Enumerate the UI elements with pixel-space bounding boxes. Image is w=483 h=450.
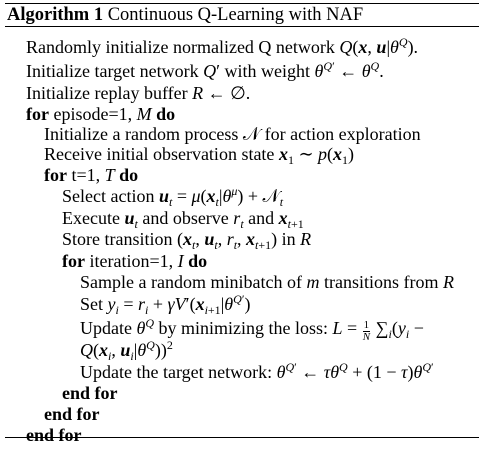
algorithm-line-for-episode: for episode=1, M do (26, 104, 176, 124)
algorithm-line-for-t: for t=1, T do (44, 165, 139, 185)
algorithm-line-init-random-process: Initialize a random process 𝒩 for action exploration (44, 124, 421, 144)
algorithm-line-update-q-cont: $Q(x_i$, $u_i|\theta^Q))^2$ (80, 338, 173, 363)
algorithm-line-sample-minibatch: Sample a random minibatch of m transitions from R (80, 272, 454, 292)
algorithm-line-init-target-network: Initialize target network Q′ with weight $\theta^{Q'}$ ← $\theta^Q$. (26, 59, 384, 81)
algorithm-title: Continuous Q-Learning with NAF (107, 5, 364, 25)
algorithm-line-end-for-episode: end for (26, 425, 82, 445)
algorithm-line-end-for-iteration: end for (62, 383, 118, 403)
algorithm-line-execute-action: Execute $u_t$ and observe $r_t$ and $x_{t+1}$ (62, 208, 304, 231)
algorithm-line-end-for-t: end for (44, 404, 100, 424)
algorithm-line-init-q-network: Randomly initialize normalized Q network Q(x, $u|\theta^Q$). (26, 35, 419, 57)
algorithm-line-store-transition: Store transition ($x_t$, $u_t$, $r_t$, $x_{t+1}$) in R (62, 229, 312, 252)
algorithm-box (5, 3, 479, 445)
algorithm-line-update-q: Update $\theta^Q$ by minimizing the loss: L = $\frac{1}{N}$ $\sum_i(y_i$ − (80, 316, 424, 343)
algorithm-line-set-target: Set $y_i = r_i + \gamma V'(x_{i+1}|\theta^{Q'})$ (80, 292, 251, 317)
algorithm-caption (5, 4, 479, 26)
algorithm-line-update-target: Update the target network: $\theta^{Q'}$ ← $\tau\theta^Q + (1 - \tau)\theta^{Q'}$ (80, 360, 434, 382)
algorithm-body (5, 27, 479, 445)
algorithm-line-receive-initial-state: Receive initial observation state $x_1$ ∼ $p(x_1)$ (44, 144, 355, 167)
algorithm-line-init-replay-buffer: Initialize replay buffer R ← ∅. (26, 83, 251, 103)
algorithm-number: Algorithm 1 (7, 5, 104, 25)
algorithm-line-for-iteration: for iteration=1, I do (62, 251, 208, 271)
algorithm-line-select-action: Select action $u_t = \mu(x_t|\theta^\mu)$ + 𝒩$_t$ (62, 184, 284, 209)
